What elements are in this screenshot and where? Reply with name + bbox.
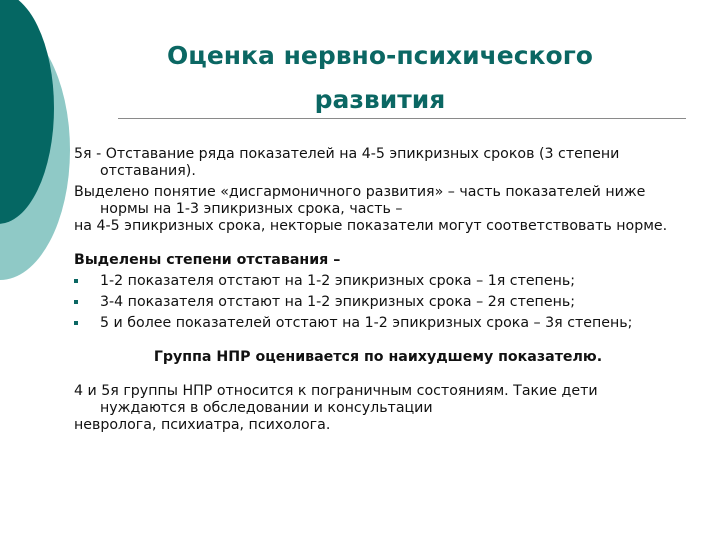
list-item (74, 273, 682, 290)
slide-body (74, 146, 682, 434)
list-item (74, 294, 682, 311)
list-item-text: 3-4 показателя отстают на 1-2 эпикризных срока – 2я степень; (100, 294, 575, 310)
bullet-icon (74, 321, 78, 325)
paragraph-borderline: 4 и 5я группы НПР относится к пограничным состояниям. Такие дети нуждаются в обследовании и консультации (74, 383, 598, 416)
bullet-icon (74, 300, 78, 304)
list-item-text: 1-2 показателя отстают на 1-2 эпикризных срока – 1я степень; (100, 273, 575, 289)
list-item-text: 5 и более показателей отстают на 1-2 эпикризных срока – 3я степень; (100, 315, 633, 331)
title-divider (118, 118, 686, 119)
paragraph-lag: 5я - Отставание ряда показателей на 4-5 эпикризных сроков (3 степени отставания). (74, 146, 620, 179)
paragraph-disharmonic: Выделено понятие «дисгармоничного развития» – часть показателей ниже нормы на 1-3 эпикризных срока, часть – (74, 184, 646, 217)
title-line-1: Оценка нервно-психического (167, 41, 593, 70)
slide-title (120, 34, 640, 122)
degrees-heading: Выделены степени отставания – (74, 252, 341, 268)
paragraph-specialists: невролога, психиатра, психолога. (74, 417, 331, 433)
bullet-icon (74, 279, 78, 283)
paragraph-disharmonic-cont: на 4-5 эпикризных срока, некторые показатели могут соответствовать норме. (74, 218, 668, 234)
list-item (74, 315, 682, 332)
center-statement: Группа НПР оценивается по наихудшему показателю. (153, 349, 603, 365)
title-line-2: развития (314, 85, 446, 114)
